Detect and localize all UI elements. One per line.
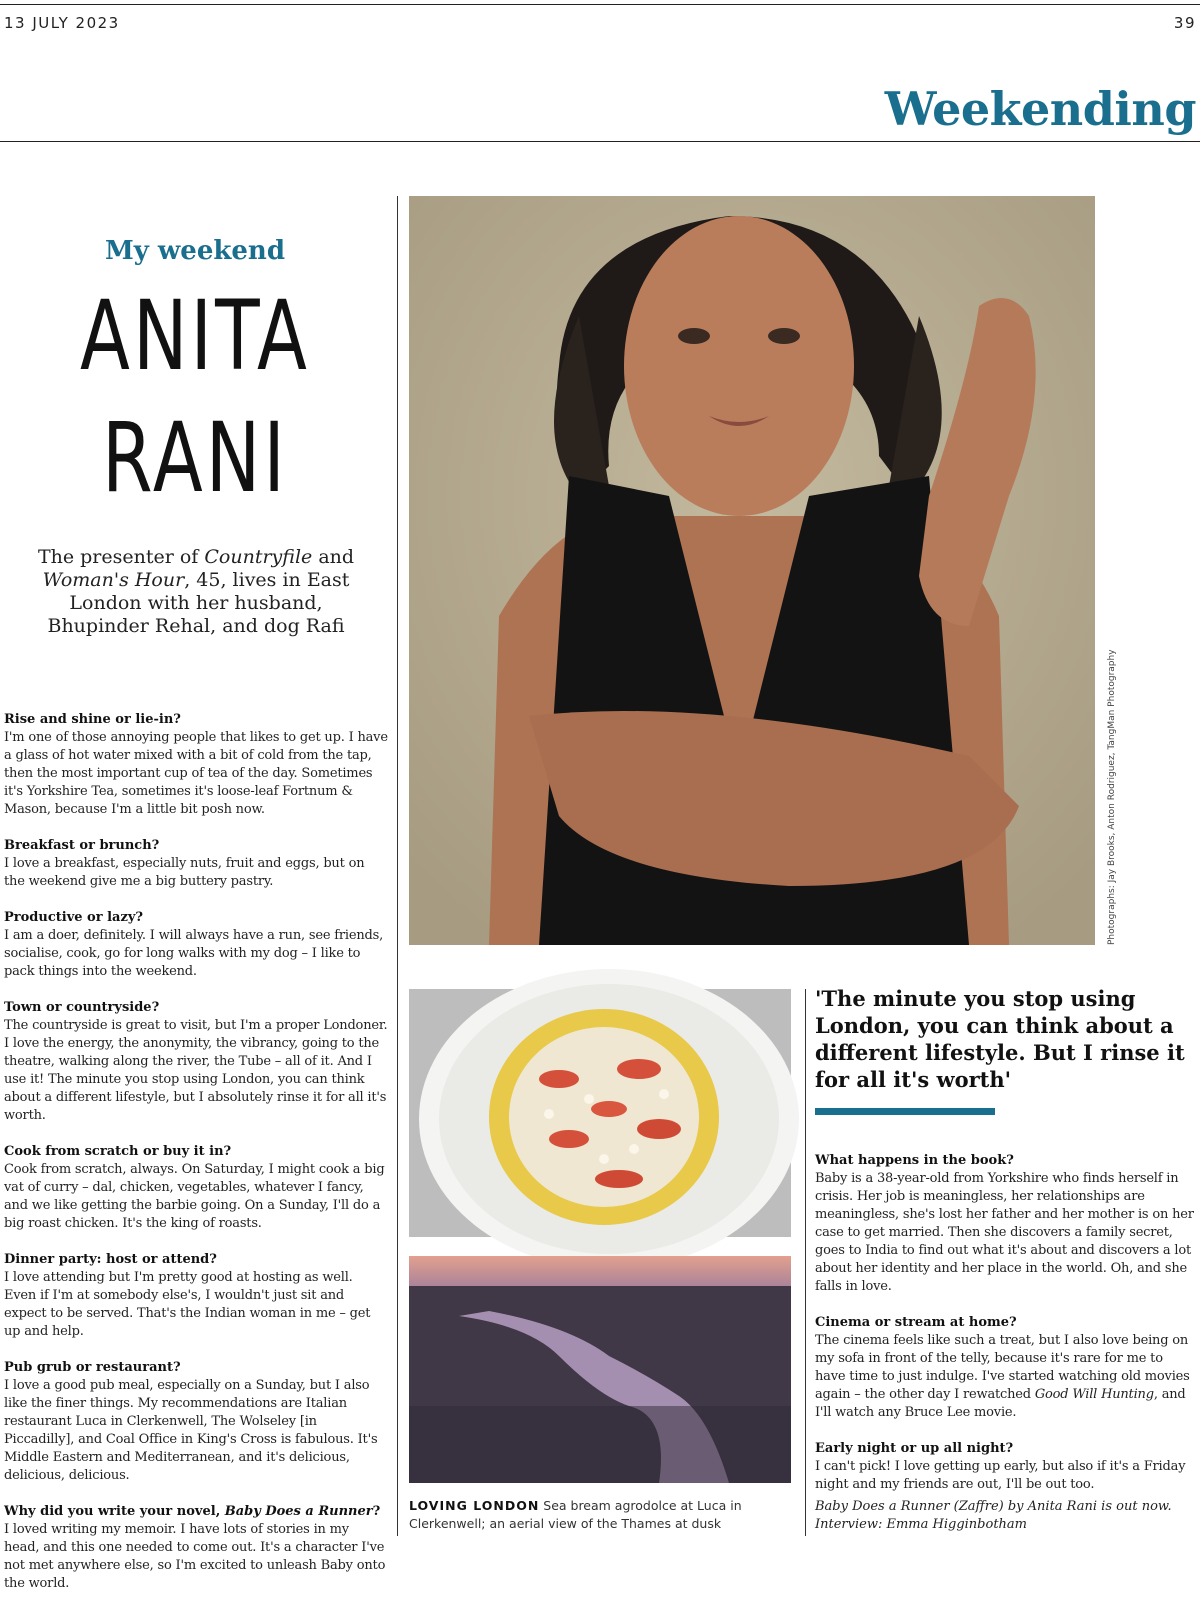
issue-date: 13 JULY 2023 (4, 14, 120, 32)
portrait-illustration (409, 196, 1095, 945)
interviewer-credit: Interview: Emma Higginbotham (815, 1517, 1027, 1532)
question: Cook from scratch or buy it in? (4, 1144, 232, 1159)
answer: I love attending but I'm pretty good at hosting as well. Even if I'm at somebody else's, I wouldn't just sit and expect to be served. That's the Indian woman in me – get up and help. (4, 1270, 371, 1339)
city-photo (409, 1256, 791, 1483)
qa-item (815, 1314, 1197, 1422)
answer: I can't pick! I love getting up early, but also if it's a Friday night and my friends are out, I'll be out too. (815, 1459, 1186, 1492)
qa-item (4, 837, 388, 891)
standfirst-show-title: Woman's Hour (42, 569, 185, 591)
question-text: Why did you write your novel, (4, 1504, 225, 1519)
question: Productive or lazy? (4, 910, 144, 925)
qa-item (815, 1440, 1197, 1494)
portrait-photo (409, 196, 1095, 945)
right-qa-column (815, 1152, 1197, 1512)
left-qa-column (4, 711, 388, 1611)
question: Town or countryside? (4, 1000, 160, 1015)
question: What happens in the book? (815, 1153, 1014, 1168)
photo-credit: Photographs: Jay Brooks, Anton Rodriguez, TangMan Photography (1107, 649, 1117, 945)
answer: I love a breakfast, especially nuts, fruit and eggs, but on the weekend give me a big buttery pastry. (4, 856, 365, 889)
kicker: My weekend (104, 236, 286, 266)
answer (815, 1332, 1197, 1422)
column-rule (397, 196, 398, 1536)
question: Rise and shine or lie-in? (4, 712, 181, 727)
qa-item (4, 1359, 388, 1485)
film-title: Good Will Hunting (1034, 1387, 1154, 1402)
question: Early night or up all night? (815, 1441, 1014, 1456)
top-rule (0, 4, 1200, 5)
section-rule (0, 141, 1200, 142)
section-title: Weekending (884, 82, 1196, 136)
qa-item (4, 1503, 388, 1593)
byline (815, 1498, 1197, 1534)
qa-item (815, 1152, 1197, 1296)
caption-label: LOVING LONDON (409, 1498, 540, 1513)
answer: The countryside is great to visit, but I'm a proper Londoner. I love the energy, the anonymity, the vibrancy, going to the theatre, walking along the river, the Tube – all of it. And I use it! The minute you stop using London, you can think about a different lifestyle, but I absolutely rinse it for all it's worth. (4, 1018, 388, 1123)
city-illustration (409, 1256, 791, 1483)
headline-first-name: ANITA (79, 280, 311, 392)
novel-title: Baby Does a Runner (224, 1504, 373, 1519)
answer-text: , and I'll watch any Bruce Lee movie. (815, 1387, 1186, 1420)
question: Pub grub or restaurant? (4, 1360, 181, 1375)
food-photo (409, 989, 791, 1237)
standfirst-show-title: Countryfile (204, 546, 313, 568)
right-column-rule (805, 989, 806, 1536)
page-number: 39 (1173, 14, 1196, 32)
question: Breakfast or brunch? (4, 838, 160, 853)
question (4, 1503, 388, 1521)
answer: I loved writing my memoir. I have lots of stories in my head, and this one needed to come out. It's a character I've not met anywhere else, so I'm excited to unleash Baby onto the world. (4, 1522, 386, 1591)
answer: I am a doer, definitely. I will always have a run, see friends, socialise, cook, go for long walks with my dog – I like to pack things into the weekend. (4, 928, 384, 979)
question: Dinner party: host or attend? (4, 1252, 217, 1267)
standfirst-text: and (312, 546, 355, 568)
answer: Baby is a 38-year-old from Yorkshire who finds herself in crisis. Her job is meaningless, her relationships are meaningless, she's lost her father and her mother is on her case to get married. Then she discovers a family secret, goes to India to find out what it's about and discovers a lot about her identity and her place in the world. Oh, and she falls in love. (815, 1171, 1194, 1294)
book-credit: Baby Does a Runner (Zaffre) by Anita Rani is out now. (815, 1499, 1172, 1514)
qa-item (4, 1251, 388, 1341)
qa-item (4, 1143, 388, 1233)
standfirst (18, 546, 374, 638)
headline-last-name: RANI (102, 402, 288, 514)
caption-text: Sea bream agrodolce at Luca in Clerkenwell; an aerial view of the Thames at dusk (409, 1498, 742, 1531)
food-illustration (409, 989, 791, 1237)
standfirst-text: The presenter of (37, 546, 205, 568)
standfirst-text: , 45, lives in East London with her husband, Bhupinder Rehal, and dog Rafi (47, 569, 350, 637)
answer: Cook from scratch, always. On Saturday, I might cook a big vat of curry – dal, chicken, vegetables, whatever I fancy, and we like getting the barbie going. On a Sunday, I'll do a big roast chicken. It's the king of roasts. (4, 1162, 385, 1231)
pull-quote: 'The minute you stop using London, you can think about a different lifestyle. But I rinse it for all it's worth' (815, 986, 1185, 1092)
answer-text: The cinema feels like such a treat, but I also love being on my sofa in front of the telly, because it's rare for me to have time to just indulge. I've started watching old movies again – the other day I rewatched (815, 1333, 1190, 1402)
qa-item (4, 909, 388, 981)
photo-caption (409, 1497, 791, 1533)
qa-item (4, 999, 388, 1125)
answer: I'm one of those annoying people that likes to get up. I have a glass of hot water mixed with a bit of cold from the tap, then the most important cup of tea of the day. Sometimes it's Yorkshire Tea, sometimes it's loose-leaf Fortnum & Mason, because I'm a little bit posh now. (4, 730, 388, 817)
question-text: ? (372, 1504, 381, 1519)
answer: I love a good pub meal, especially on a Sunday, but I also like the finer things. My recommendations are Italian restaurant Luca in Clerkenwell, The Wolseley [in Piccadilly], and Coal Office in King's Cross is fabulous. It's Middle Eastern and Mediterranean, and it's delicious, delicious, delicious. (4, 1378, 378, 1483)
pull-quote-bar (815, 1108, 995, 1115)
question: Cinema or stream at home? (815, 1315, 1017, 1330)
qa-item (4, 711, 388, 819)
